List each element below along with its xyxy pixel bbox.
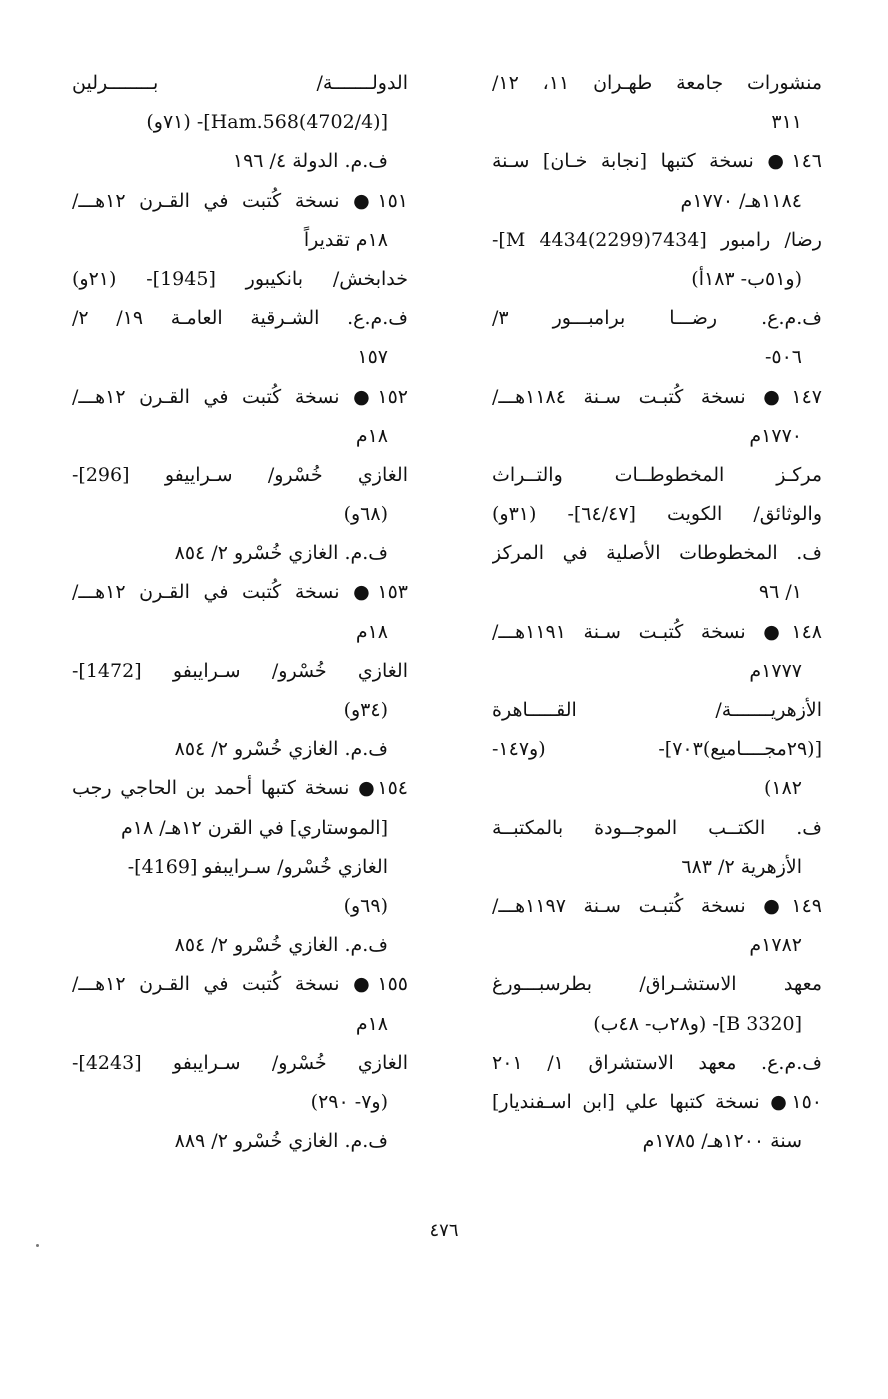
left-column-line: الغازي خُسْرو/ سـرايبفو [1472]- [72, 659, 408, 682]
left-column-line: (٦٩و) [343, 894, 388, 917]
left-column-line: ف.م. الغازي خُسْرو ٢/ ٨٥٤ [174, 934, 388, 957]
right-column-line: ١٤٧● نسخة كُتبـت سـنة ١١٨٤هـــ/ [492, 385, 822, 408]
right-column-line: ١٨٢) [763, 777, 802, 800]
left-column-line: [Ham.568(4702/4)]- (٧١و) [146, 111, 388, 134]
right-column-line: الأزهريـــــــة/ القـــــاهرة [492, 699, 822, 721]
right-column-line: ١٧٨٢م [749, 934, 802, 957]
right-column-line: ١٧٧٧م [749, 659, 802, 682]
left-column-line: ١٥٣● نسخة كُتبت في القـرن ١٢هـــ/ [72, 581, 408, 604]
right-column-line: ١٥٠● نسخة كتبها علي [ابن اسـفنديار] [492, 1090, 822, 1113]
right-column-line: ١٧٧٠م [749, 424, 802, 447]
right-column-line: (و٥١ب- ١٨٣أ) [691, 267, 802, 290]
left-column-line: ١٥٤● نسخة كتبها أحمد بن الحاجي رجب [72, 777, 408, 800]
right-column-line: منشورات جامعة طهـران ١١، ١٢/ [492, 72, 822, 94]
right-column-line: ١٤٨● نسخة كُتبـت سـنة ١١٩١هـــ/ [492, 620, 822, 643]
left-column-line: (و٧- ٢٩٠) [310, 1090, 388, 1113]
left-column-line: الغازي خُسْرو/ سـرايبفو [4169]- [127, 855, 388, 878]
left-column-line: ١٥١● نسخة كُتبت في القـرن ١٢هـــ/ [72, 189, 408, 212]
right-column-line: ١٤٩● نسخة كُتبـت سـنة ١١٩٧هـــ/ [492, 894, 822, 917]
left-column-line: ١٨م تقديراً [303, 228, 388, 251]
right-column-line: الأزهرية ٢/ ٦٨٣ [681, 855, 802, 878]
right-column-line: مركـز المخطوطــات والتــراث [492, 463, 822, 486]
left-column-line: الغازي خُسْرو/ سـرايبفو [4243]- [72, 1051, 408, 1074]
right-column-line: ف.م.ع. رضـــا برامبـــور ٣/ [492, 307, 822, 330]
right-column-line: ١/ ٩٦ [758, 581, 802, 604]
right-column-line: ١٤٦● نسخة كتبها [نجابة خـان] سـنة [492, 150, 822, 173]
left-column-line: ف.م.ع. الشـرقية العامـة ١٩/ ٢/ [72, 307, 408, 330]
right-column-line: [B 3320]- (و٢٨ب- ٤٨ب) [593, 1012, 802, 1035]
right-column-line: ف. المخطوطات الأصلية في المركز [492, 542, 822, 565]
right-column-line: والوثائق/ الكويت [٦٤/٤٧]- (٣١و) [492, 503, 822, 526]
left-column-line: ف.م. الدولة ٤/ ١٩٦ [232, 150, 388, 173]
right-column [492, 64, 822, 1161]
left-column-line: الدولـــــــة/ بــــــــرلين [72, 72, 408, 94]
left-column-line: ١٨م [355, 620, 388, 643]
left-column-line: ١٥٧ [357, 346, 388, 369]
left-column-line: ١٨م [355, 1012, 388, 1035]
left-column-line: ف.م. الغازي خُسْرو ٢/ ٨٥٤ [174, 738, 388, 761]
right-column-line: ٥٠٦- [764, 346, 802, 369]
left-column-line: ف.م. الغازي خُسْرو ٢/ ٨٨٩ [174, 1130, 388, 1153]
left-column-line: ١٥٥● نسخة كُتبت في القـرن ١٢هـــ/ [72, 973, 408, 996]
left-column-line: [الموستاري] في القرن ١٢هـ/ ١٨م [121, 816, 388, 839]
right-column-line: ف. الكتــب الموجــودة بالمكتبــة [492, 816, 822, 839]
left-column-line: الغازي خُسْرو/ سـراييفو [296]- [72, 463, 408, 486]
left-column-line: ١٨م [355, 424, 388, 447]
left-column-line: ١٥٢● نسخة كُتبت في القـرن ١٢هـــ/ [72, 385, 408, 408]
left-column-line: (٦٨و) [343, 503, 388, 526]
left-column [72, 64, 408, 1161]
left-column-line: خدابخش/ بانكيبور [1945]- (٢١و) [72, 267, 408, 290]
right-column-line: سنة ١٢٠٠هـ/ ١٧٨٥م [642, 1130, 802, 1153]
right-column-line: معهد الاستشـراق/ بطرسبـــورغ [492, 973, 822, 996]
page-number: ٤٧٦ [429, 1220, 459, 1241]
right-column-line: ف.م.ع. معهد الاستشراق ١/ ٢٠١ [492, 1051, 822, 1074]
left-column-line: (٣٤و) [343, 699, 388, 721]
right-column-line: رضا/ رامبور [M 4434(2299)7434]- [492, 228, 822, 251]
left-column-line: ف.م. الغازي خُسْرو ٢/ ٨٥٤ [174, 542, 388, 565]
right-column-line: ٣١١ [771, 111, 802, 134]
right-column-line: ١١٨٤هـ/ ١٧٧٠م [680, 189, 802, 212]
scan-speck [36, 1244, 39, 1247]
right-column-line: [(٢٩مجــــاميع)٧٠٣]- (و١٤٧- [492, 738, 822, 761]
